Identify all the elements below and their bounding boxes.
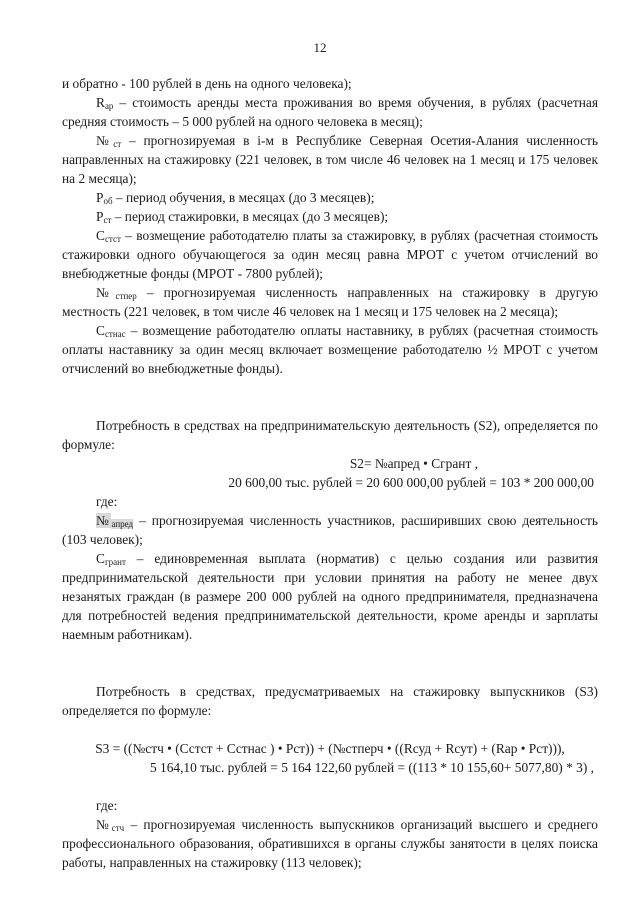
s2-intro: Потребность в средствах на предпринимательскую деятельность (S2), определяется по формуле: bbox=[62, 418, 598, 452]
definition-text: – единовременная выплата (норматив) с целью создания или развития предпринимательской деятельности при условии принятия на работу не менее двух незанятых граждан (в размере 200 000 рублей на одного предпринимателя, предназначена для потребностей ведения предпринимательской деятельности, кроме аренды и зарплаты наемным работникам). bbox=[62, 551, 598, 642]
symbol: Р bbox=[96, 190, 104, 205]
symbol: Р bbox=[96, 209, 104, 224]
symbol: R bbox=[96, 95, 105, 110]
s2-calculation: 20 600,00 тыс. рублей = 20 600 000,00 рублей = 103 * 200 000,00 bbox=[228, 475, 594, 490]
spacer bbox=[62, 378, 598, 416]
symbol-subscript: стст bbox=[104, 234, 121, 244]
symbol: № bbox=[96, 513, 112, 528]
symbol-subscript: об bbox=[103, 196, 113, 206]
spacer bbox=[62, 644, 598, 682]
definition-text: – прогнозируемая численность участников, расширивших свою деятельность (103 человек); bbox=[62, 513, 598, 547]
symbol-subscript: ст bbox=[103, 215, 112, 225]
spacer bbox=[62, 720, 598, 739]
s2-formula: S2= №апред • Сгрант , bbox=[349, 456, 478, 471]
symbol: С bbox=[96, 228, 105, 243]
definition-n-stper bbox=[62, 283, 598, 321]
definition-c-stnas bbox=[62, 321, 598, 378]
s3-calculation: 5 164,10 тыс. рублей = 5 164 122,60 рублей = ((113 * 10 155,60+ 5077,80) * 3) , bbox=[149, 760, 594, 775]
definition-text: – период стажировки, в месяцах (до 3 месяцев); bbox=[111, 209, 389, 224]
symbol-subscript: стнас bbox=[104, 329, 126, 339]
where-label: где: bbox=[96, 798, 118, 813]
definition-text: – прогнозируемая в i-м в Республике Северная Осетия-Алания численность направленных на стажировку (221 человек, в том числе 46 человек на 1 месяц и 175 человек на 2 месяца); bbox=[62, 133, 599, 186]
document-body bbox=[62, 74, 598, 872]
definition-text: – прогнозируемая численность направленных на стажировку в другую местность (221 человек, в том числе 46 человек на 1 месяц и 175 человек на 2 месяца); bbox=[62, 285, 598, 319]
s3-intro: Потребность в средствах, предусматриваемых на стажировку выпускников (S3) определяется по формуле: bbox=[62, 684, 598, 718]
symbol-subscript: апред bbox=[111, 519, 134, 529]
definition-c-grant bbox=[62, 549, 598, 644]
page-number: 12 bbox=[313, 40, 327, 55]
definition-text: – возмещение работодателю оплаты наставнику, в рублях (расчетная стоимость оплаты наставнику за один месяц включает возмещение работодателю ½ МРОТ с учетом отчислений во внебюджетные фонды). bbox=[62, 323, 598, 376]
symbol: С bbox=[96, 551, 105, 566]
definition-p-st bbox=[62, 207, 598, 226]
where-label: где: bbox=[96, 494, 118, 509]
definition-n-stch bbox=[62, 815, 598, 872]
symbol: С bbox=[96, 323, 105, 338]
definition-text: – стоимость аренды места проживания во время обучения, в рублях (расчетная средняя стоимость – 5 000 рублей на одного человека в месяц); bbox=[62, 95, 598, 129]
paragraph-continuation: и обратно - 100 рублей в день на одного человека); bbox=[62, 76, 352, 91]
definition-r-ap bbox=[62, 93, 598, 131]
definition-text: – возмещение работодателю платы за стажировку, в рублях (расчетная стоимость стажировки одного обучающегося за один месяц равна МРОТ с учетом отчислений во внебюджетные фонды (МРОТ - 7800 рублей); bbox=[62, 228, 598, 281]
symbol-subscript: стч bbox=[111, 823, 125, 833]
symbol-subscript: ст bbox=[113, 139, 122, 149]
spacer bbox=[62, 777, 598, 796]
s3-formula: S3 = ((№стч • (Сстст + Сстнас ) • Рст)) + (№стперч • ((Rсуд + Rсут) + (Rар • Рст))), bbox=[95, 741, 565, 756]
symbol-subscript: ар bbox=[104, 101, 114, 111]
definition-n-pred bbox=[62, 511, 598, 549]
symbol: № bbox=[96, 133, 114, 148]
symbol: № bbox=[96, 817, 112, 832]
definition-c-stst bbox=[62, 226, 598, 283]
definition-text: – прогнозируемая численность выпускников организаций высшего и среднего профессионального образования, обратившихся в органы службы занятости в целях поиска работы, направленных на стажировку (113 человек); bbox=[62, 817, 598, 870]
definition-n-st bbox=[62, 131, 598, 188]
symbol-subscript: грант bbox=[104, 557, 126, 567]
symbol-subscript: стпер bbox=[115, 291, 137, 301]
definition-p-ob bbox=[62, 188, 598, 207]
symbol: № bbox=[96, 285, 116, 300]
definition-text: – период обучения, в месяцах (до 3 месяцев); bbox=[112, 190, 375, 205]
